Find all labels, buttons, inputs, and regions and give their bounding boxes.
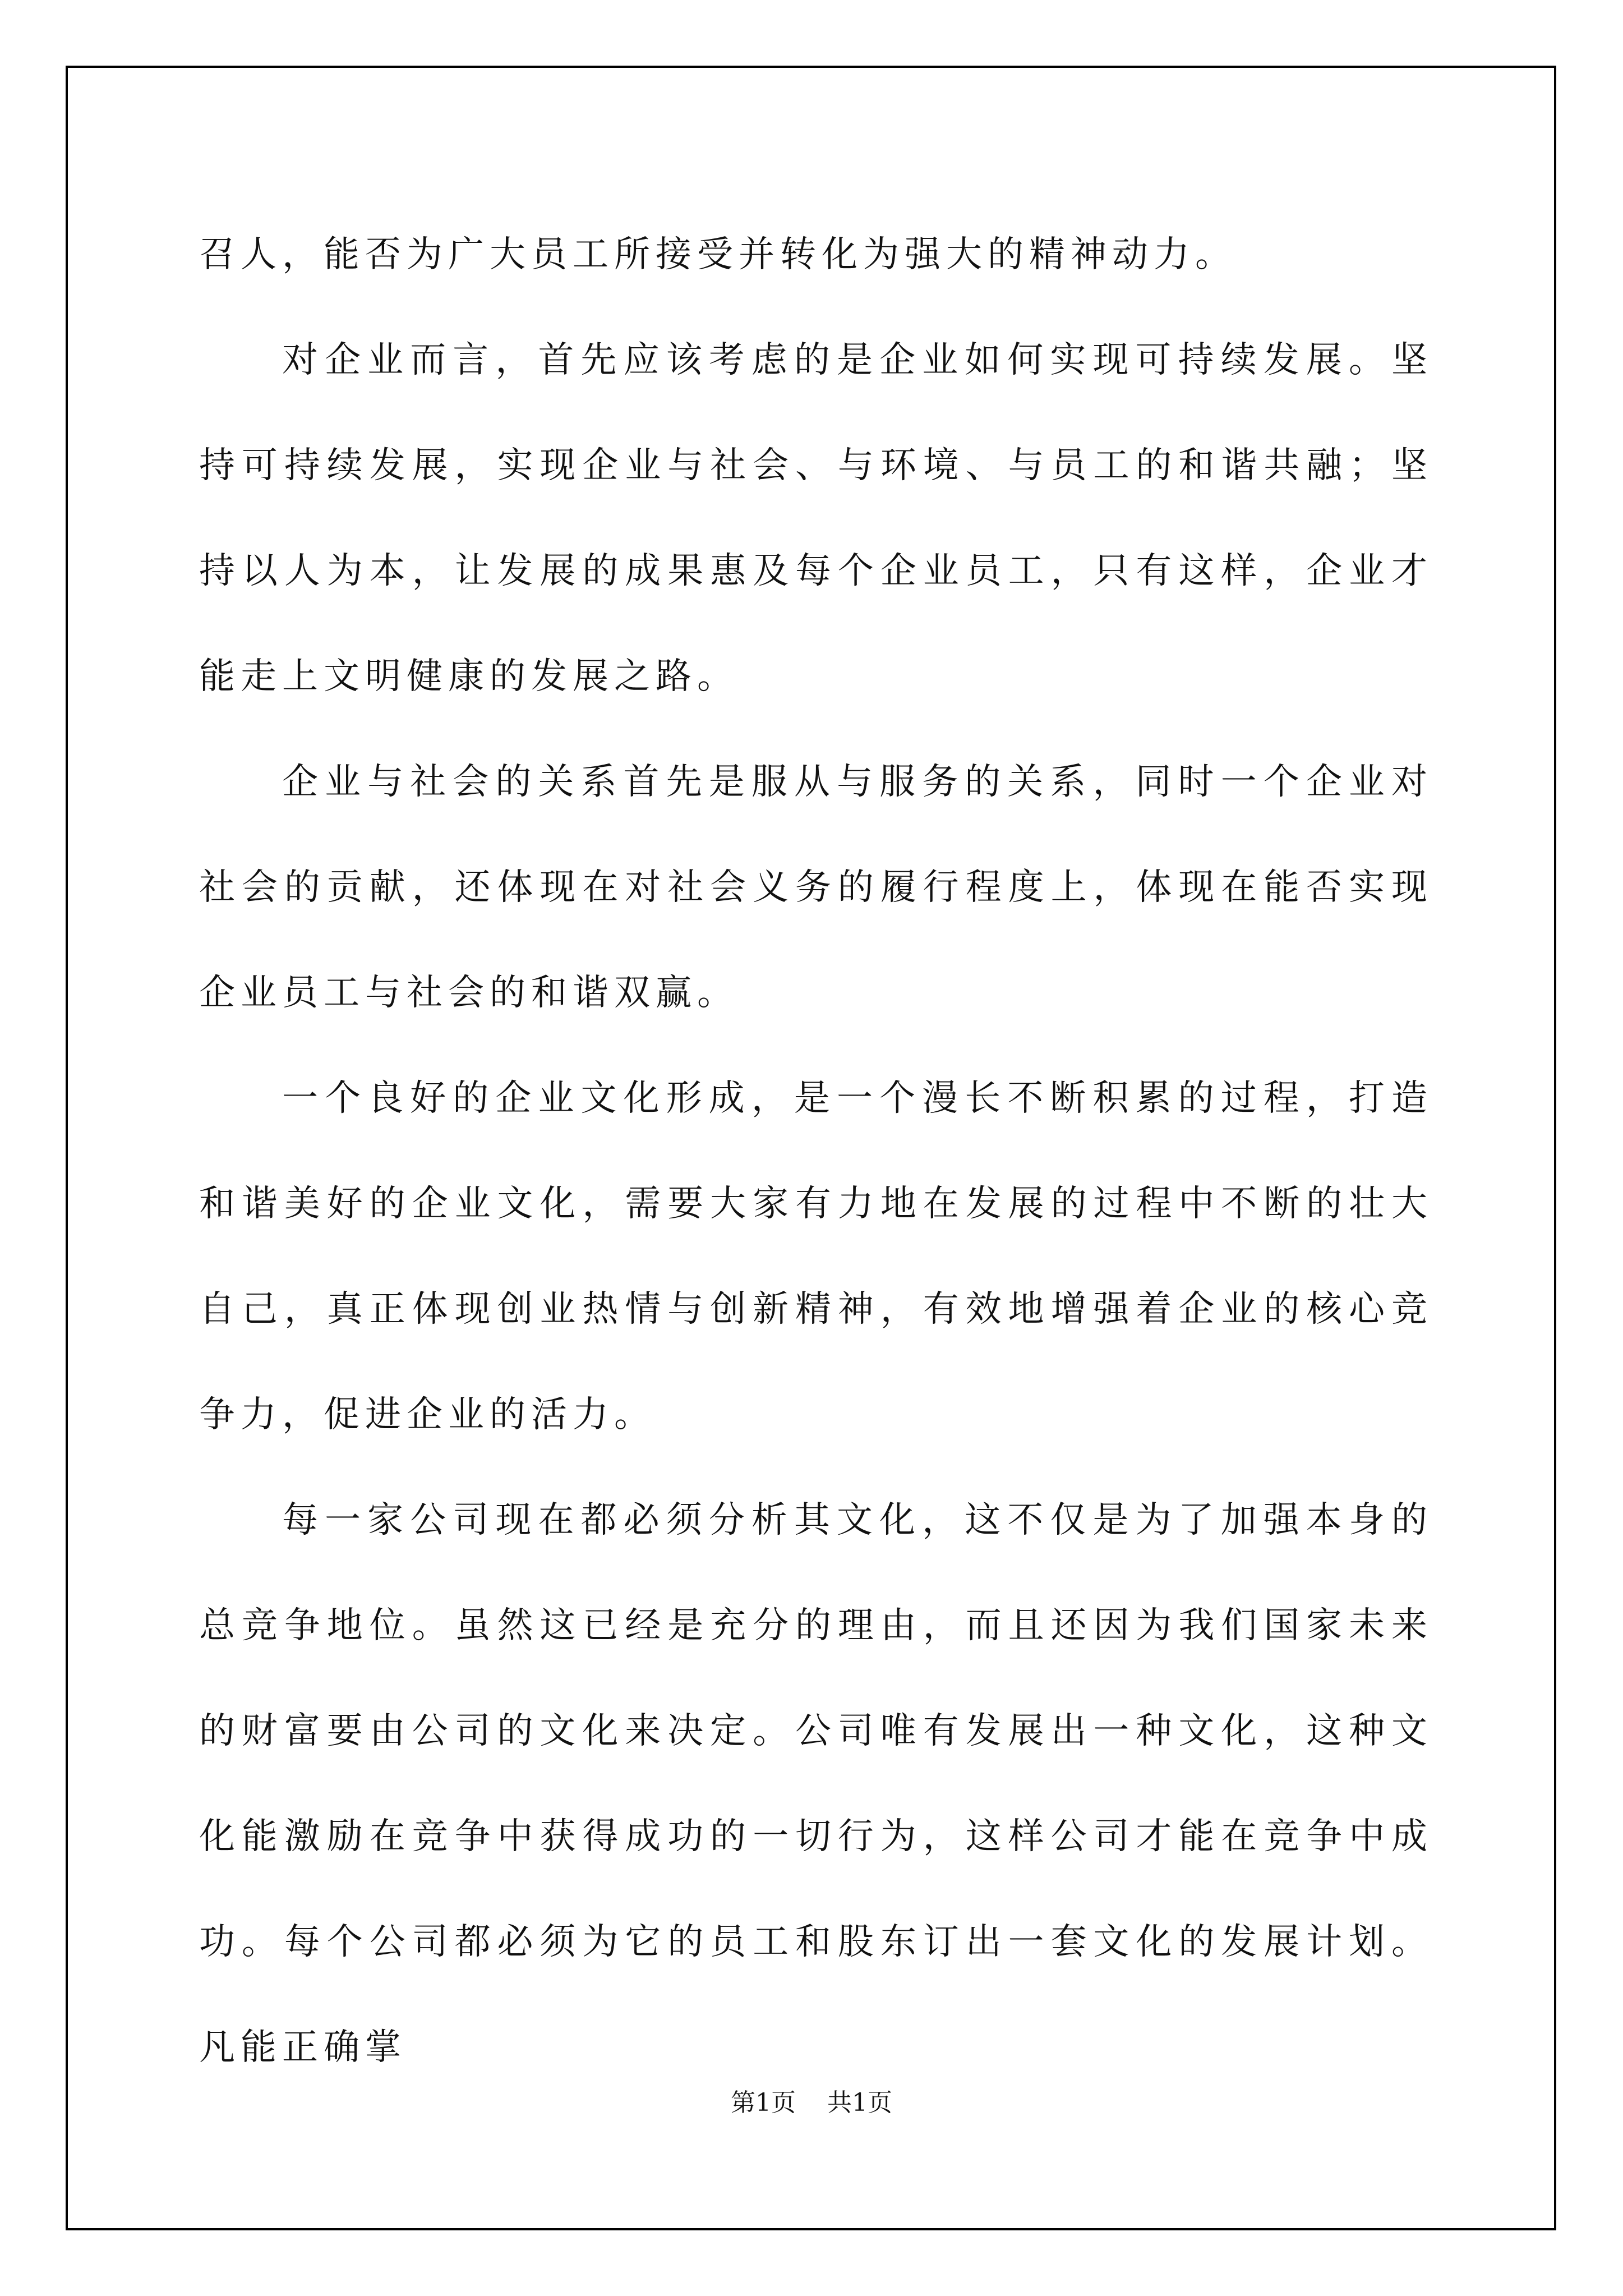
- paragraph-5: 每一家公司现在都必须分析其文化，这不仅是为了加强本身的总竞争地位。虽然这已经是充分的理由，而且还因为我们国家未来的财富要由公司的文化来决定。公司唯有发展出一种文化，这种文化能激励在竞争中获得成功的一切行为，这样公司才能在竞争中成功。每个公司都必须为它的员工和股东订出一套文化的发展计划。凡能正确掌: [199, 1499, 1433, 2068]
- page-number: 第1页: [731, 2088, 796, 2117]
- page-footer: [0, 2082, 1623, 2118]
- paragraph-1: 召人，能否为广大员工所接受并转化为强大的精神动力。: [199, 234, 1237, 275]
- paragraph-4: 一个良好的企业文化形成，是一个漫长不断积累的过程，打造和谐美好的企业文化，需要大家有力地在发展的过程中不断的壮大自己，真正体现创业热情与创新精神，有效地增强着企业的核心竞争力，促进企业的活力。: [199, 1078, 1433, 1435]
- page-total: 共1页: [827, 2088, 892, 2117]
- paragraph-2: 对企业而言，首先应该考虑的是企业如何实现可持续发展。坚持可持续发展，实现企业与社会、与环境、与员工的和谐共融；坚持以人为本，让发展的成果惠及每个企业员工，只有这样，企业才能走上文明健康的发展之路。: [199, 339, 1433, 697]
- document-body: [199, 202, 1433, 2100]
- paragraph-3: 企业与社会的关系首先是服从与服务的关系，同时一个企业对社会的贡献，还体现在对社会义务的履行程度上，体现在能否实现企业员工与社会的和谐双赢。: [199, 761, 1433, 1014]
